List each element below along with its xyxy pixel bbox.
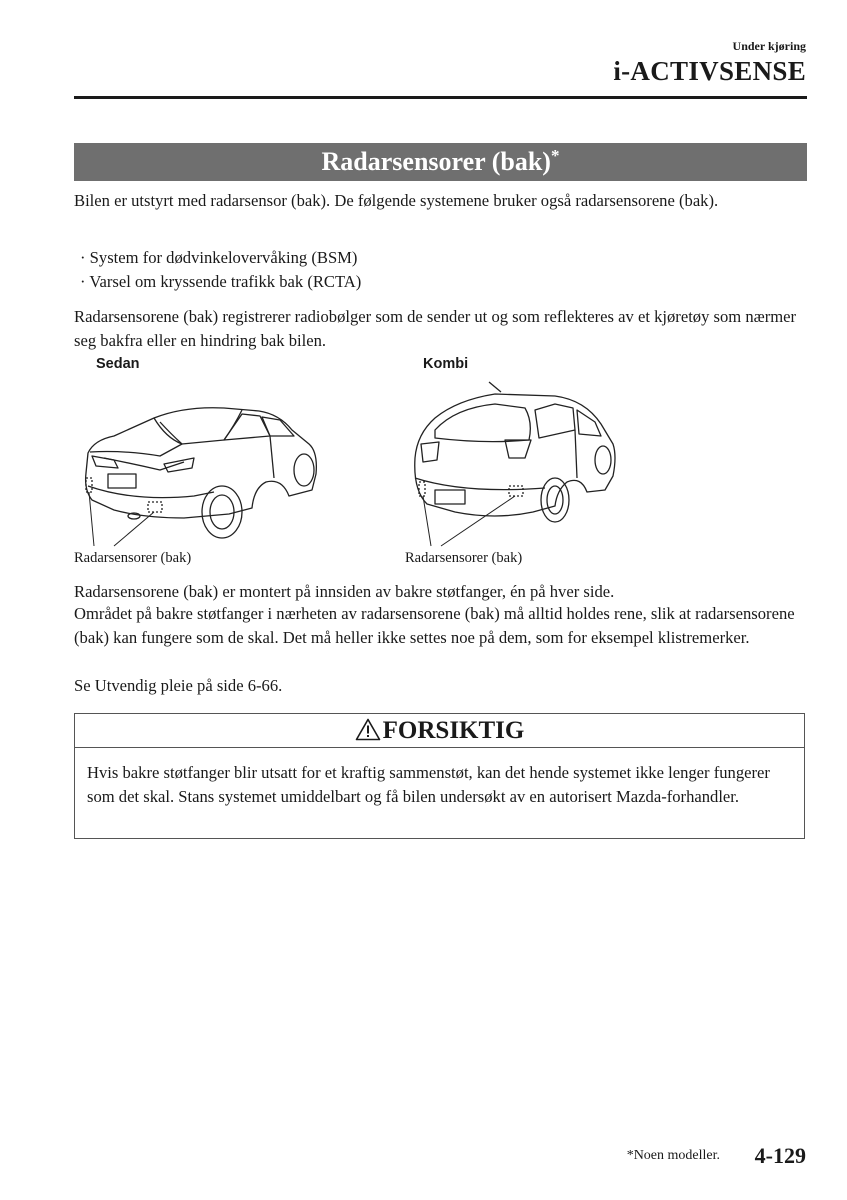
kombi-rear-illustration [405,378,625,548]
description-paragraph: Radarsensorene (bak) registrerer radiobølger som de sender ut og som reflekteres av et kjøretøy som nærmer seg bakfra eller en hindring bak bilen. [74,307,797,350]
system-item-bsm: · System for dødvinkelovervåking (BSM) [80,248,358,267]
kombi-caption: Radarsensorer (bak) [405,550,523,566]
sedan-caption: Radarsensorer (bak) [74,550,192,566]
maintenance-paragraph: Området på bakre støtfanger i nærheten av radarsensorene (bak) må alltid holdes rene, slik at radarsensorene (bak) kan fungere som de skal. Det må heller ikke settes noe på dem, som for eksempel klistremerker. [74,604,795,647]
kombi-label: Kombi [423,356,469,372]
sedan-label: Sedan [96,356,140,372]
warning-triangle-icon [355,718,381,741]
system-item-rcta: · Varsel om kryssende trafikk bak (RCTA) [80,272,362,291]
footnote-mark: * [550,146,560,165]
caution-box [74,713,805,839]
header-rule [74,96,807,99]
sedan-rear-illustration [74,378,334,548]
mounting-paragraph: Radarsensorene (bak) er montert på innsiden av bakre støtfanger, én på hver side. [74,582,615,601]
reference-line: Se Utvendig pleie på side 6-66. [74,676,283,695]
chapter-title: i-ACTIVSENSE [613,56,806,86]
section-label: Under kjøring [732,39,806,53]
page-number: 4-129 [754,1143,806,1168]
caution-heading: FORSIKTIG [382,717,525,744]
caution-header [75,714,804,748]
intro-paragraph: Bilen er utstyrt med radarsensor (bak). De følgende systemene bruker også radarsensorene (bak). [74,191,719,210]
section-title: Radarsensorer (bak) [321,147,551,176]
section-title-bar [74,143,807,181]
caution-text: Hvis bakre støtfanger blir utsatt for et kraftig sammenstøt, kan det hende systemet ikke lenger fungerer som det skal. Stans systemet umiddelbart og få bilen undersøkt av en autorisert Mazda-forhandler. [87,763,770,806]
footnote: *Noen modeller. [626,1148,720,1163]
